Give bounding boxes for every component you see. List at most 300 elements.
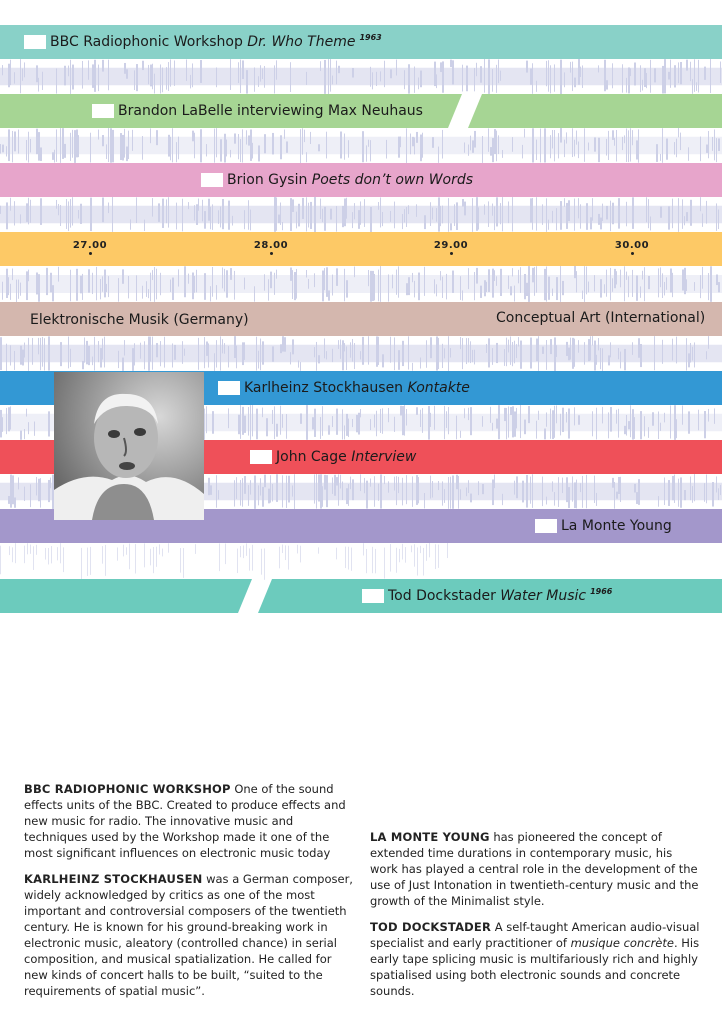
waveform-line: [24, 487, 25, 501]
waveform-line: [94, 337, 95, 371]
waveform-line: [38, 479, 40, 501]
waveform-line: [346, 346, 347, 370]
waveform-line: [496, 65, 497, 93]
waveform-line: [626, 415, 627, 436]
waveform-line: [648, 427, 649, 438]
waveform-line: [326, 351, 327, 359]
waveform-line: [336, 477, 338, 485]
waveform-line: [506, 408, 507, 439]
waveform-line: [0, 144, 1, 154]
waveform-line: [660, 207, 662, 218]
waveform-line: [24, 546, 25, 564]
waveform-line: [148, 337, 150, 371]
waveform-line: [6, 344, 7, 371]
waveform-line: [512, 197, 513, 231]
waveform-line: [602, 348, 603, 371]
waveform-line: [672, 273, 673, 297]
waveform-line: [504, 349, 505, 366]
waveform-line: [652, 412, 654, 425]
waveform-line: [314, 347, 315, 357]
waveform-line: [162, 199, 164, 228]
waveform-line: [18, 477, 19, 489]
waveform-line: [532, 128, 534, 162]
waveform-line: [384, 548, 385, 579]
waveform-line: [692, 347, 693, 361]
waveform-line: [300, 129, 301, 163]
waveform-line: [342, 340, 344, 370]
waveform-line: [230, 59, 231, 90]
waveform-line: [124, 129, 125, 158]
waveform-line: [0, 337, 2, 370]
waveform-line: [514, 481, 515, 495]
waveform-line: [656, 144, 658, 162]
waveform-line: [416, 132, 418, 143]
waveform-line: [584, 128, 585, 161]
waveform-line: [8, 64, 10, 88]
waveform-line: [45, 548, 46, 560]
waveform-line: [48, 336, 50, 370]
waveform-line: [376, 336, 378, 366]
waveform-line: [672, 199, 673, 229]
waveform-line: [644, 416, 645, 436]
waveform-line: [226, 270, 228, 297]
track-label-gysin: Brion Gysin Poets don’t own Words: [201, 172, 473, 188]
track-label-young: La Monte Young: [535, 518, 672, 534]
waveform-line: [66, 199, 67, 229]
waveform-line: [466, 487, 467, 496]
waveform-line: [282, 545, 283, 553]
waveform-line: [686, 60, 688, 71]
waveform-line: [716, 138, 717, 162]
waveform-line: [28, 422, 29, 434]
waveform-line: [594, 137, 596, 151]
waveform-line: [12, 268, 13, 280]
waveform-line: [318, 144, 320, 151]
waveform-line: [14, 72, 15, 83]
waveform-line: [718, 210, 719, 230]
waveform-line: [202, 200, 203, 222]
waveform-line: [472, 350, 473, 362]
waveform-line: [159, 544, 160, 554]
waveform-line: [288, 476, 290, 503]
waveform-line: [618, 348, 619, 359]
waveform-line: [88, 60, 89, 79]
waveform-line: [15, 543, 16, 563]
waveform-line: [720, 485, 721, 495]
waveform-line: [566, 132, 567, 143]
waveform-line: [20, 214, 21, 223]
waveform-line: [54, 150, 55, 163]
waveform-line: [250, 130, 252, 161]
waveform-line: [12, 131, 13, 162]
waveform-line: [390, 69, 392, 78]
waveform-line: [212, 267, 213, 297]
waveform-line: [342, 481, 343, 499]
waveform-line: [686, 279, 687, 291]
waveform-line: [684, 268, 686, 294]
waveform-line: [468, 268, 469, 289]
waveform-line: [166, 199, 167, 223]
marker-square: [24, 35, 46, 49]
waveform-line: [526, 475, 528, 508]
waveform-line: [220, 207, 221, 228]
waveform-line: [240, 139, 241, 162]
waveform-line: [494, 206, 495, 230]
waveform-line: [452, 475, 454, 508]
waveform-line: [280, 135, 282, 159]
waveform-line: [225, 544, 226, 565]
waveform-line: [302, 128, 303, 154]
waveform-line: [408, 205, 409, 214]
waveform-line: [632, 197, 634, 229]
waveform-line: [508, 276, 509, 289]
waveform-line: [168, 197, 169, 227]
waveform-line: [688, 147, 689, 161]
waveform-line: [50, 478, 51, 489]
waveform-line: [504, 408, 506, 421]
waveform-line: [530, 477, 531, 504]
waveform-line: [68, 337, 69, 369]
waveform-line: [414, 67, 415, 93]
waveform-line: [224, 134, 226, 163]
waveform-line: [250, 405, 251, 440]
waveform-line: [708, 131, 709, 158]
waveform-line: [498, 135, 499, 154]
waveform-line: [70, 270, 71, 302]
waveform-line: [702, 267, 703, 289]
waveform-line: [664, 477, 665, 505]
waveform-line: [106, 284, 107, 292]
waveform-line: [482, 484, 484, 494]
waveform-line: [2, 417, 3, 432]
waveform-line: [628, 67, 630, 93]
waveform-line: [532, 268, 534, 282]
waveform-line: [354, 267, 355, 278]
waveform-line: [484, 204, 485, 214]
waveform-line: [510, 336, 511, 364]
waveform-line: [712, 137, 713, 151]
waveform-line: [192, 273, 194, 300]
waveform-line: [616, 271, 617, 284]
waveform-line: [588, 339, 590, 361]
waveform-line: [684, 490, 686, 500]
waveform-line: [532, 63, 533, 94]
waveform-line: [232, 216, 233, 226]
waveform-line: [592, 411, 593, 436]
waveform-line: [24, 429, 25, 439]
waveform-line: [556, 405, 557, 423]
waveform-line: [378, 202, 379, 210]
waveform-line: [368, 270, 369, 286]
waveform-line: [204, 211, 206, 229]
waveform-line: [560, 201, 562, 230]
waveform-line: [514, 411, 516, 436]
waveform-line: [424, 493, 425, 508]
track-label-stockhausen: Karlheinz Stockhausen Kontakte: [218, 380, 470, 396]
waveform-line: [182, 341, 183, 364]
waveform-line: [696, 82, 697, 91]
waveform-line: [362, 337, 364, 365]
waveform-line: [264, 274, 265, 290]
waveform-line: [240, 405, 241, 439]
waveform-line: [650, 60, 651, 93]
waveform-line: [578, 59, 580, 85]
waveform-line: [552, 130, 553, 148]
waveform-line: [592, 198, 593, 221]
waveform-line: [170, 280, 171, 292]
waveform-line: [372, 271, 374, 301]
waveform-line: [60, 543, 61, 563]
waveform-line: [36, 272, 38, 294]
waveform-line: [566, 477, 568, 502]
waveform-line: [320, 61, 321, 71]
waveform-line: [488, 338, 490, 367]
waveform-line: [610, 201, 611, 232]
waveform-line: [336, 206, 337, 232]
waveform-line: [222, 199, 224, 229]
waveform-line: [196, 204, 198, 225]
waveform-line: [612, 278, 613, 292]
waveform-line: [210, 207, 211, 229]
waveform-line: [38, 338, 39, 354]
waveform-line: [72, 130, 73, 158]
waveform-line: [240, 60, 241, 94]
waveform-line: [688, 411, 690, 433]
waveform-line: [166, 67, 167, 90]
waveform-line: [292, 199, 294, 212]
waveform-line: [304, 130, 305, 142]
waveform-line: [190, 75, 191, 89]
waveform-line: [320, 417, 321, 439]
waveform-line: [414, 544, 415, 566]
waveform-line: [144, 341, 145, 369]
waveform-line: [640, 411, 642, 439]
waveform-line: [440, 206, 441, 226]
waveform-line: [378, 270, 379, 302]
waveform-line: [568, 487, 570, 508]
waveform-line: [388, 481, 389, 492]
waveform-line: [676, 337, 677, 364]
waveform-line: [574, 266, 576, 278]
waveform-line: [310, 132, 311, 144]
waveform-line: [442, 206, 443, 224]
waveform-line: [586, 267, 587, 295]
waveform-line: [706, 474, 707, 503]
waveform-line: [394, 202, 395, 229]
waveform-line: [24, 343, 25, 358]
waveform-line: [394, 417, 395, 432]
waveform-line: [344, 269, 345, 301]
waveform-line: [500, 203, 501, 224]
waveform-line: [434, 279, 435, 293]
waveform-line: [492, 269, 494, 298]
waveform-line: [442, 277, 443, 298]
waveform-line: [508, 340, 509, 353]
waveform-line: [592, 336, 593, 345]
waveform-line: [332, 349, 333, 362]
waveform-line: [546, 198, 547, 232]
waveform-line: [306, 197, 307, 231]
waveform-line: [322, 486, 323, 507]
waveform-line: [530, 69, 532, 85]
waveform-line: [447, 543, 448, 558]
waveform-line: [40, 478, 41, 507]
waveform-line: [588, 143, 589, 151]
waveform-line: [274, 406, 275, 439]
waveform-line: [246, 70, 248, 93]
waveform-line: [670, 405, 671, 438]
waveform-line: [416, 407, 418, 415]
waveform-line: [608, 412, 609, 438]
waveform-line: [626, 128, 627, 162]
waveform-line: [160, 341, 161, 366]
waveform-line: [242, 60, 244, 79]
waveform-line: [548, 60, 549, 91]
waveform-line: [674, 475, 675, 503]
waveform-line: [412, 476, 413, 506]
waveform-line: [708, 273, 709, 300]
waveform-line: [122, 269, 124, 283]
waveform-line: [542, 477, 543, 507]
waveform-line: [468, 408, 469, 420]
waveform-line: [338, 66, 340, 73]
waveform-line: [8, 496, 10, 504]
waveform-line: [706, 144, 708, 152]
waveform-line: [80, 204, 82, 224]
waveform-line: [188, 202, 189, 209]
waveform-line: [316, 474, 317, 509]
waveform-line: [570, 338, 571, 360]
waveform-line: [40, 338, 41, 370]
waveform-line: [374, 476, 375, 507]
waveform-line: [560, 266, 561, 302]
waveform-line: [406, 128, 407, 163]
waveform-line: [42, 72, 43, 90]
waveform-line: [718, 138, 720, 151]
waveform-line: [416, 204, 417, 217]
waveform-line: [172, 278, 174, 300]
waveform-line: [204, 409, 205, 440]
waveform-line: [274, 273, 275, 295]
waveform-line: [646, 197, 647, 222]
track-band-dockstader: [0, 579, 722, 613]
waveform-line: [176, 203, 177, 230]
waveform-line: [636, 140, 638, 159]
waveform-line: [130, 219, 131, 229]
waveform-line: [264, 475, 266, 488]
waveform-line: [366, 549, 367, 573]
waveform-line: [328, 290, 330, 300]
waveform-line: [600, 348, 601, 369]
waveform-line: [532, 198, 533, 230]
waveform-line: [249, 548, 250, 570]
waveform-line: [706, 201, 707, 224]
waveform-line: [296, 212, 297, 229]
waveform-line: [480, 66, 482, 83]
waveform-line: [36, 129, 38, 154]
waveform-line: [81, 548, 82, 581]
waveform-line: [123, 545, 124, 557]
waveform-line: [402, 544, 403, 560]
waveform-line: [714, 408, 715, 423]
waveform-line: [516, 476, 518, 498]
waveform-line: [234, 133, 236, 143]
waveform-line: [626, 272, 627, 280]
waveform-line: [282, 222, 283, 230]
waveform-line: [712, 482, 714, 507]
waveform-line: [658, 496, 659, 507]
waveform-line: [126, 69, 128, 78]
waveform-line: [282, 336, 284, 351]
waveform-line: [470, 136, 471, 151]
waveform-line: [56, 68, 57, 93]
waveform-line: [622, 64, 623, 92]
timeline-tick: 28.00: [251, 240, 291, 255]
waveform-line: [0, 546, 1, 575]
waveform-line: [222, 339, 223, 353]
waveform-line: [14, 201, 15, 225]
waveform-line: [280, 202, 281, 224]
waveform-line: [300, 413, 302, 423]
waveform-line: [706, 351, 707, 359]
waveform-line: [342, 206, 344, 227]
waveform-line: [424, 215, 426, 229]
waveform-line: [42, 337, 43, 367]
waveform-line: [136, 64, 138, 91]
waveform-line: [234, 271, 235, 300]
waveform-line: [354, 203, 355, 219]
waveform-line: [640, 65, 641, 92]
waveform-line: [160, 64, 161, 93]
waveform-line: [394, 477, 395, 491]
waveform-line: [248, 200, 249, 229]
waveform-line: [440, 62, 442, 72]
waveform-line: [446, 274, 447, 299]
waveform-line: [402, 406, 404, 435]
waveform-line: [364, 199, 365, 227]
waveform-line: [456, 475, 458, 489]
waveform-line: [48, 411, 50, 436]
waveform-line: [292, 270, 293, 299]
waveform-line: [182, 199, 183, 232]
waveform-line: [678, 479, 679, 507]
waveform-line: [388, 274, 389, 301]
waveform-line: [510, 286, 512, 295]
waveform-line: [132, 130, 133, 151]
waveform-line: [276, 474, 278, 502]
waveform-line: [444, 489, 445, 503]
waveform-line: [332, 76, 333, 85]
waveform-line: [417, 547, 418, 575]
waveform-line: [244, 342, 245, 360]
waveform-line: [664, 59, 666, 93]
waveform-line: [460, 337, 461, 349]
waveform-line: [300, 546, 301, 563]
waveform-line: [70, 199, 71, 228]
waveform-line: [516, 408, 517, 428]
waveform-line: [496, 197, 498, 226]
waveform-line: [626, 78, 627, 93]
waveform-line: [70, 133, 71, 161]
waveform-line: [0, 206, 1, 214]
waveform-line: [198, 338, 199, 370]
waveform-line: [690, 477, 691, 501]
waveform-line: [448, 198, 449, 232]
waveform-line: [27, 543, 28, 554]
waveform-line: [560, 414, 561, 436]
waveform-line: [102, 135, 104, 146]
waveform-line: [270, 475, 271, 502]
